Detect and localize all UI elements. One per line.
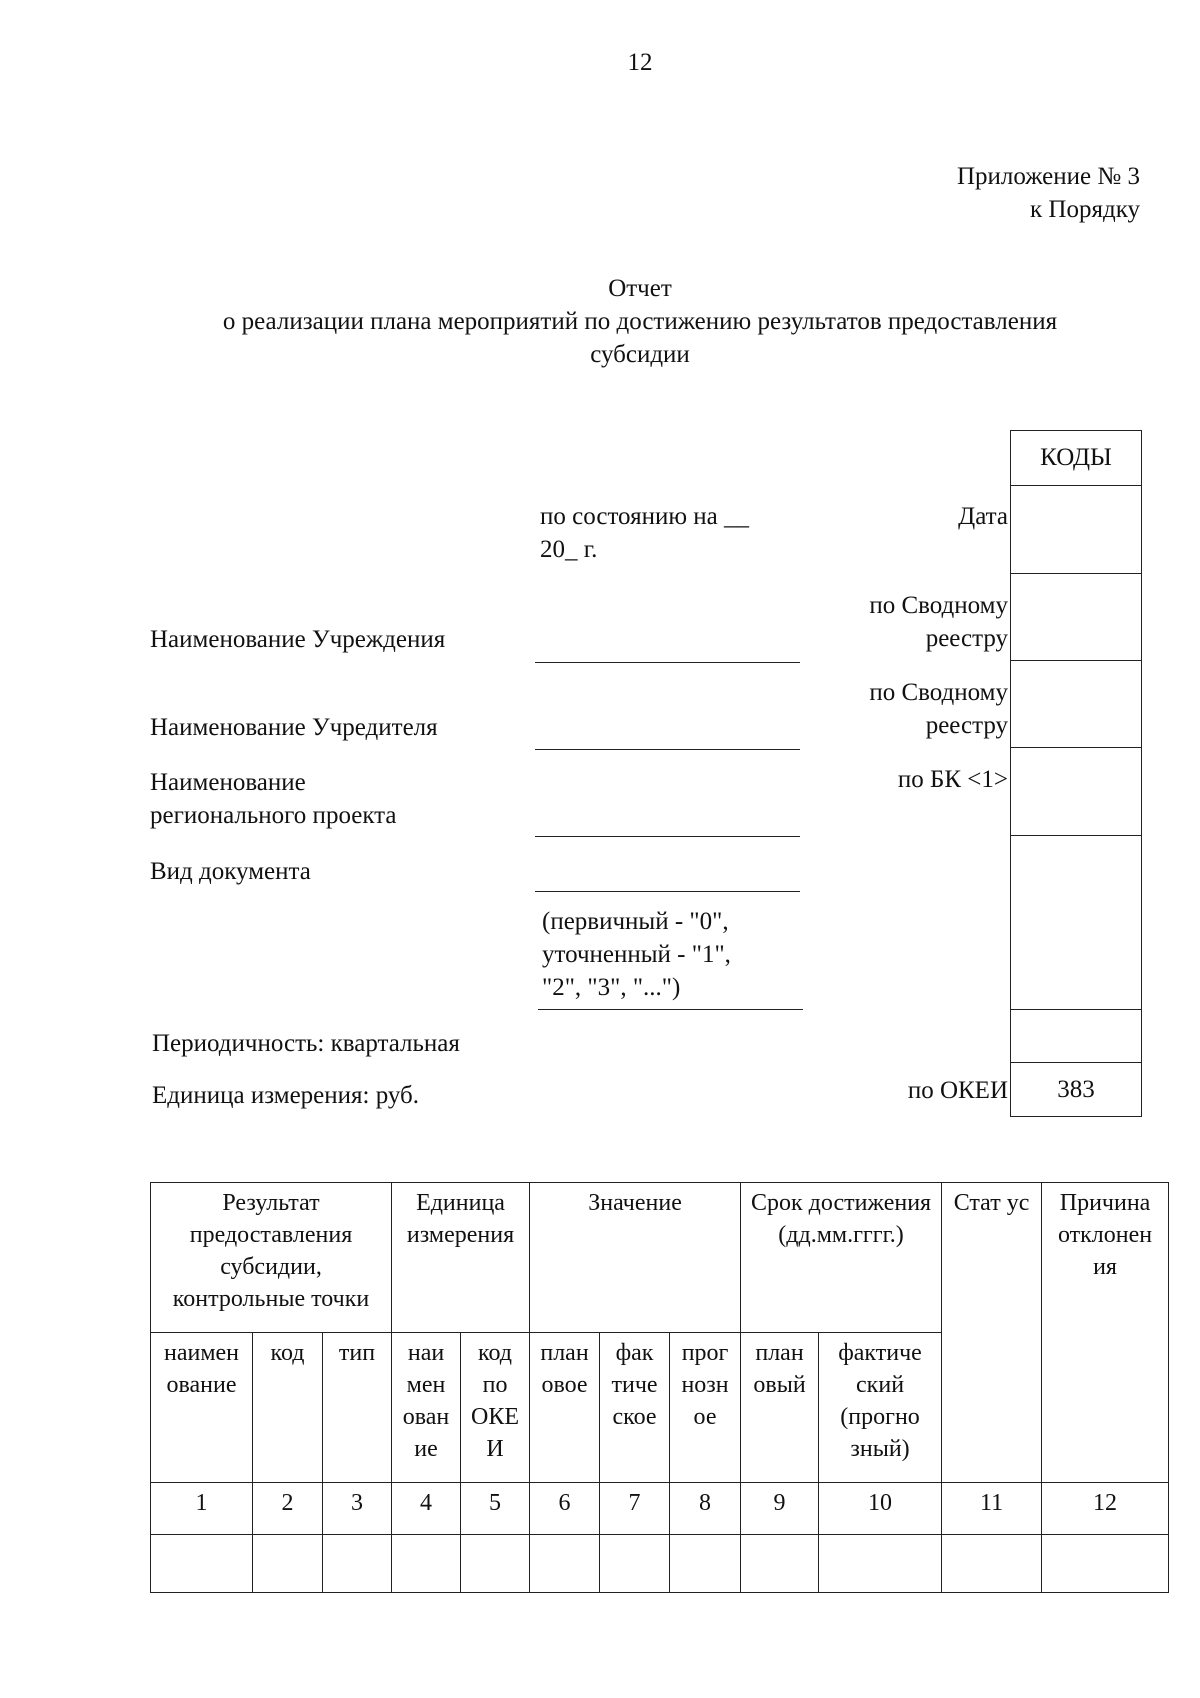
doc-type-note-line: [538, 1009, 803, 1010]
column-number: 8: [670, 1483, 741, 1535]
registry-1-label-line-1: по Сводному: [869, 592, 1008, 619]
column-number: 12: [1042, 1483, 1169, 1535]
project-label-line-1: Наименование: [150, 769, 306, 796]
column-number: 10: [819, 1483, 942, 1535]
registry-1-label-line-2: реестру: [925, 625, 1008, 652]
column-number: 4: [392, 1483, 461, 1535]
subheader-forecast: прог нозн ое: [670, 1333, 741, 1483]
table-cell[interactable]: [942, 1535, 1042, 1593]
column-number: 1: [151, 1483, 253, 1535]
subheader-actual: фак тиче ское: [600, 1333, 670, 1483]
date-code-label: Дата: [958, 503, 1008, 530]
table-cell[interactable]: [392, 1535, 461, 1593]
doc-type-field-line[interactable]: [535, 891, 800, 892]
subheader-unit-code: код по ОКЕ И: [461, 1333, 530, 1483]
codes-header: КОДЫ: [1011, 431, 1142, 486]
project-field-line[interactable]: [535, 836, 800, 837]
periodicity-code-cell[interactable]: [1011, 1010, 1142, 1063]
bk-label: по БК <1>: [897, 766, 1008, 793]
header-unit: Единица измерения: [392, 1183, 530, 1333]
okei-code-cell: 383: [1011, 1063, 1142, 1117]
periodicity-label: Периодичность: квартальная: [152, 1030, 460, 1057]
date-code-cell[interactable]: [1011, 486, 1142, 574]
subheader-code: код: [253, 1333, 323, 1483]
subheader-planned: план овое: [530, 1333, 600, 1483]
report-subtitle-line-2: субсидии: [590, 341, 690, 368]
table-cell[interactable]: [819, 1535, 942, 1593]
column-number: 7: [600, 1483, 670, 1535]
date-as-of-line-1: по состоянию на __: [540, 503, 749, 530]
subheader-type: тип: [323, 1333, 392, 1483]
appendix-line-2: к Порядку: [1030, 196, 1140, 223]
registry-2-code-cell[interactable]: [1011, 661, 1142, 748]
column-number: 6: [530, 1483, 600, 1535]
subheader-deadline-actual: фактиче ский (прогно зный): [819, 1333, 942, 1483]
registry-1-code-cell[interactable]: [1011, 574, 1142, 661]
table-cell[interactable]: [1042, 1535, 1169, 1593]
table-cell[interactable]: [461, 1535, 530, 1593]
header-result: Результат предоставления субсидии, контрольные точки: [151, 1183, 392, 1333]
report-title: Отчет: [608, 275, 672, 302]
institution-label: Наименование Учреждения: [150, 626, 446, 653]
registry-2-label-line-1: по Сводному: [869, 679, 1008, 706]
subheader-deadline-planned: план овый: [741, 1333, 819, 1483]
doc-type-label: Вид документа: [150, 858, 311, 885]
header-status: Стат ус: [942, 1183, 1042, 1483]
column-number: 5: [461, 1483, 530, 1535]
table-cell[interactable]: [530, 1535, 600, 1593]
project-label-line-2: регионального проекта: [150, 802, 397, 829]
okei-label: по ОКЕИ: [907, 1077, 1008, 1104]
table-cell[interactable]: [670, 1535, 741, 1593]
column-number: 2: [253, 1483, 323, 1535]
unit-label: Единица измерения: руб.: [152, 1082, 420, 1109]
header-value: Значение: [530, 1183, 741, 1333]
doc-type-note-line-1: (первичный - "0",: [542, 908, 729, 935]
registry-2-label-line-2: реестру: [925, 712, 1008, 739]
founder-field-line[interactable]: [535, 749, 800, 750]
founder-label: Наименование Учредителя: [150, 714, 438, 741]
column-number: 11: [942, 1483, 1042, 1535]
date-as-of-line-2: 20_ г.: [540, 536, 598, 563]
table-cell[interactable]: [741, 1535, 819, 1593]
table-cell[interactable]: [600, 1535, 670, 1593]
header-deadline: Срок достижения (дд.мм.гггг.): [741, 1183, 942, 1333]
subheader-name: наимен ование: [151, 1333, 253, 1483]
codes-table: [1010, 430, 1142, 1117]
table-cell[interactable]: [151, 1535, 253, 1593]
doc-type-code-cell[interactable]: [1011, 836, 1142, 1010]
table-cell[interactable]: [323, 1535, 392, 1593]
institution-field-line[interactable]: [535, 662, 800, 663]
appendix-line-1: Приложение № 3: [956, 163, 1140, 190]
page-number: 12: [627, 49, 653, 76]
bk-code-cell[interactable]: [1011, 748, 1142, 836]
column-number: 3: [323, 1483, 392, 1535]
column-number: 9: [741, 1483, 819, 1535]
doc-type-note-line-3: "2", "3", "..."): [542, 974, 681, 1001]
header-reason: Причина отклонен ия: [1042, 1183, 1169, 1483]
table-cell[interactable]: [253, 1535, 323, 1593]
report-subtitle-line-1: о реализации плана мероприятий по достижению результатов предоставления: [222, 308, 1058, 335]
subheader-unit-name: наи мен ован ие: [392, 1333, 461, 1483]
doc-type-note-line-2: уточненный - "1",: [542, 941, 731, 968]
results-table: [150, 1182, 1169, 1593]
